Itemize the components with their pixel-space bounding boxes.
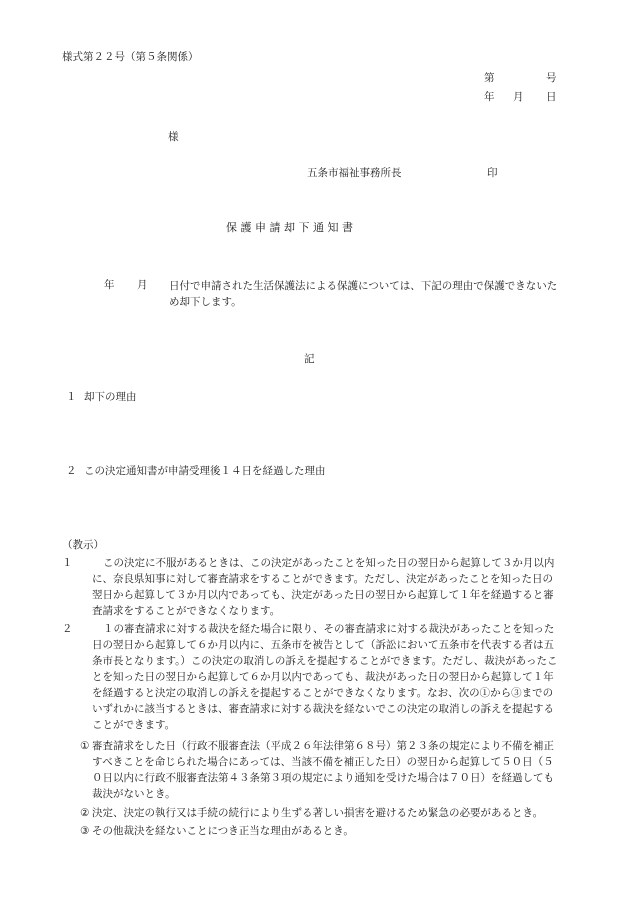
section-1-label: 却下の理由 <box>84 391 137 403</box>
notice-item-1-number: １ <box>62 557 73 569</box>
notice-item-2-text: １の審査請求に対する裁決を経た場合に限り、その審査請求に対する裁決があったことを知った日の翌日から起算して６か月以内に、五条市を被告として（訴訟において五条市を代表する者は五条市長となります。）この決定の取消しの訴えを提起することができます。ただし、裁決があったことを知った日の翌日から起算して６か月以内であっても、裁決があった日の翌日から起算して１年を経過すると決定の取消しの訴えを提起することができなくなります。なお、次の①から③までのいずれかに該当するときは、審査請求に対する裁決を経ないでこの決定の取消しの訴えを提起することができます。 <box>92 623 558 731</box>
notice-item-2-number: ２ <box>62 623 73 635</box>
notice-item-1 <box>62 555 562 619</box>
intro-month: 月 <box>137 279 148 291</box>
ki-heading: 記 <box>304 353 315 365</box>
section-1-number: １ <box>66 391 77 403</box>
doc-number-suffix: 号 <box>546 72 557 84</box>
subitem-1-mark: ① <box>80 740 90 752</box>
notice-subitem-3 <box>80 823 562 839</box>
notice-heading: （教示） <box>62 539 104 551</box>
section-2-label: この決定通知書が申請受理後１４日を経過した理由 <box>84 465 326 477</box>
doc-date-day: 日 <box>546 91 557 103</box>
doc-number-prefix: 第 <box>484 72 495 84</box>
notice-subitem-1 <box>80 738 562 802</box>
subitem-2-mark: ② <box>80 807 90 819</box>
subitem-3-text: その他裁決を経ないことにつき正当な理由があるとき。 <box>92 825 354 837</box>
intro-year: 年 <box>104 279 115 291</box>
subitem-3-mark: ③ <box>80 825 90 837</box>
notice-subitem-2 <box>80 805 562 821</box>
section-2-number: ２ <box>66 465 77 477</box>
subitem-2-text: 決定、決定の執行又は手続の続行により生ずる著しい損害を避けるため緊急の必要があるとき。 <box>92 807 544 819</box>
form-label: 様式第２２号（第５条関係） <box>62 51 199 63</box>
notice-item-1-text: この決定に不服があるときは、この決定があったことを知った日の翌日から起算して３か月以内に、奈良県知事に対して審査請求をすることができます。ただし、決定があったことを知った日の翌日から起算して３か月以内であっても、決定があった日の翌日から起算して１年を経過すると審査請求をすることができなくなります。 <box>92 557 555 617</box>
document-title: 保 護 申 請 却 下 通 知 書 <box>226 221 353 234</box>
subitem-1-text: 審査請求をした日（行政不服審査法（平成２６年法律第６８号）第２３条の規定により不備を補正すべきことを命じられた場合にあっては、当該不備を補正した日）の翌日から起算して５０日（５０日以内に行政不服審査法第４３条第３項の規定により通知を受けた場合は７０日）を経過しても裁決がないとき。 <box>92 740 554 800</box>
notice-item-2 <box>62 621 562 733</box>
intro-text <box>169 278 562 310</box>
seal-mark: 印 <box>487 167 498 179</box>
doc-date-month: 月 <box>513 91 524 103</box>
doc-date-year: 年 <box>484 91 495 103</box>
intro-text-content: 日付で申請された生活保護法による保護については、下記の理由で保護できないため却下します。 <box>169 280 558 308</box>
recipient-suffix: 様 <box>168 131 179 143</box>
issuer-name: 五条市福祉事務所長 <box>307 167 402 179</box>
